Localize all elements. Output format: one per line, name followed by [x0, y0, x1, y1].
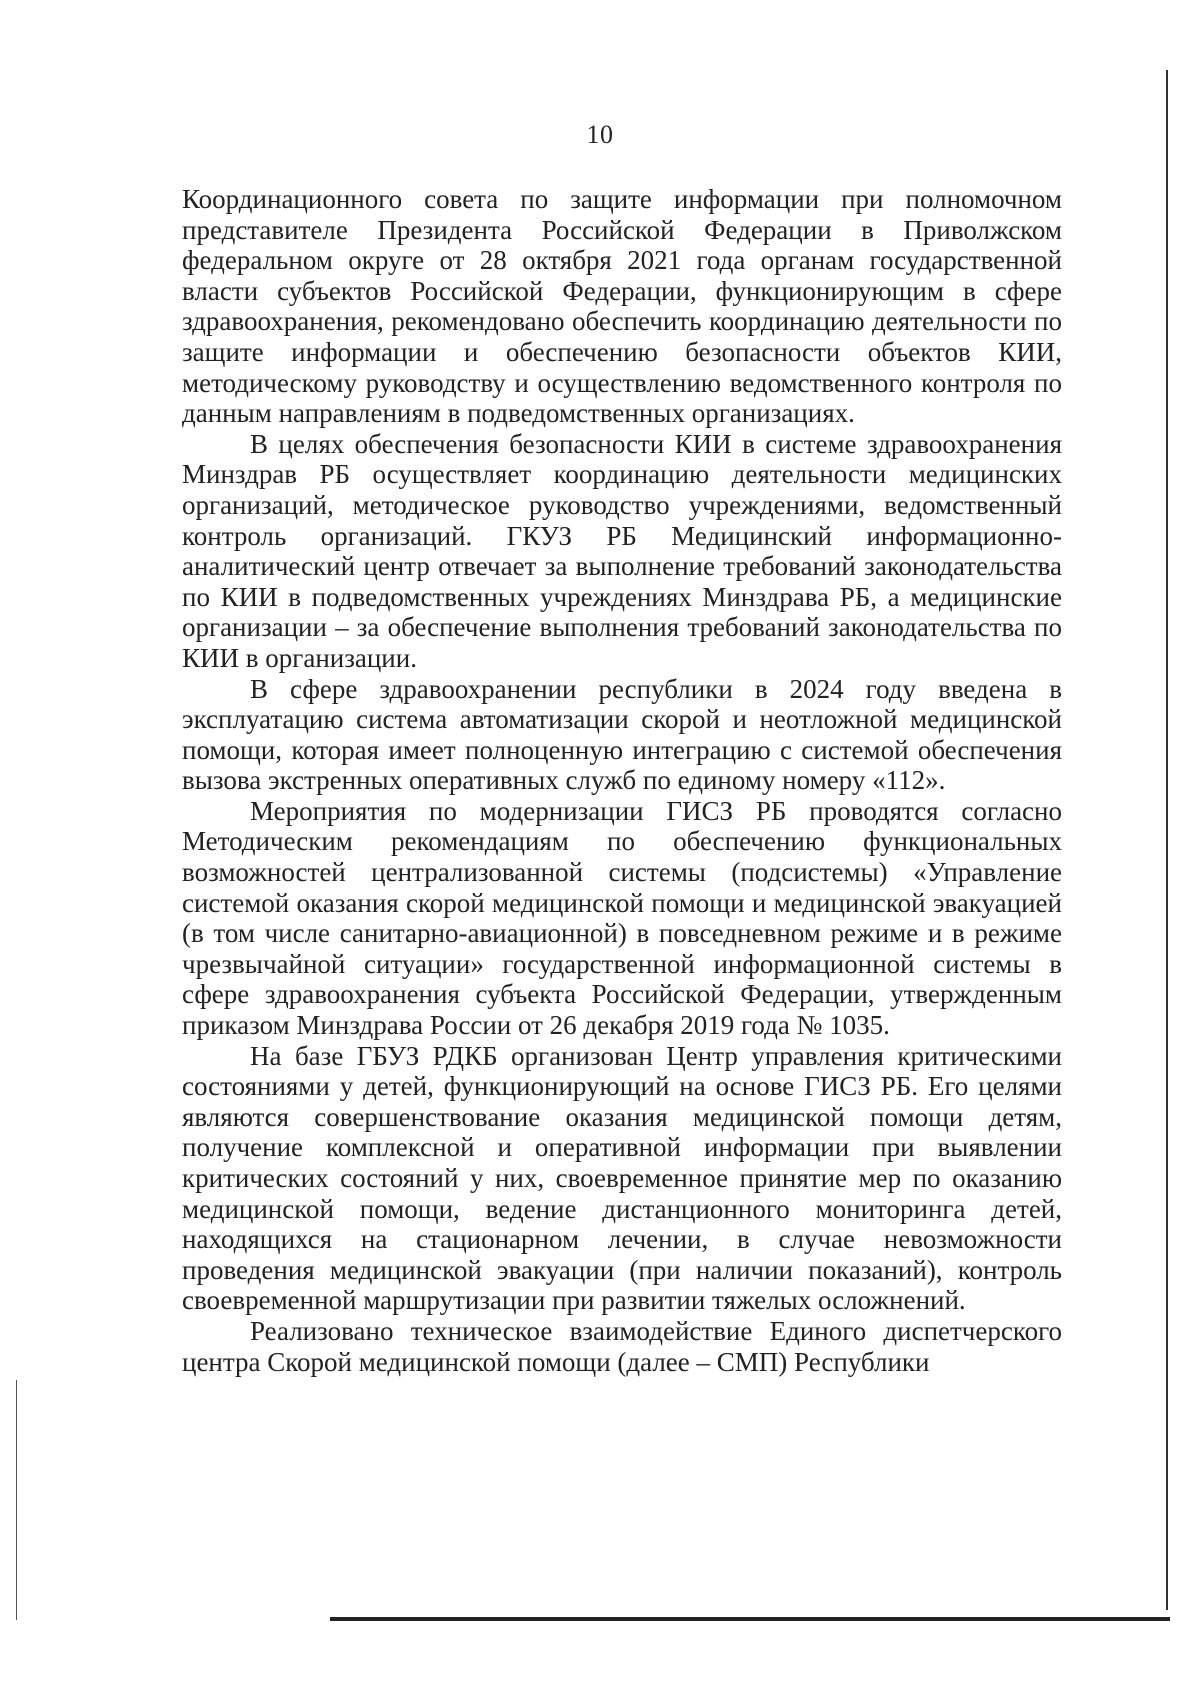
paragraph: В целях обеспечения безопасности КИИ в системе здравоохранения Минздрав РБ осуществляет координацию деятельности медицинских организаций, методическое руководство учреждениями, ведомственный контроль организаций. ГКУЗ РБ Медицинский информационно-аналитический центр отвечает за выполнение требований законодательства по КИИ в подведомственных учреждениях Минздрава РБ, а медицинские организации – за обеспечение выполнения требований законодательства по КИИ в организации.: [182, 428, 1062, 673]
scan-edge-line: [16, 1380, 17, 1620]
paragraph: Мероприятия по модернизации ГИСЗ РБ проводятся согласно Методическим рекомендациям по обеспечению функциональных возможностей централизованной системы (подсистемы) «Управление системой оказания скорой медицинской помощи и медицинской эвакуацией (в том числе санитарно-авиационной) в повседневном режиме и в режиме чрезвычайной ситуации» государственной информационной системы в сфере здравоохранения субъекта Российской Федерации, утвержденным приказом Минздрава России от 26 декабря 2019 года № 1035.: [182, 795, 1062, 1041]
scan-bottom-border: [330, 1617, 1170, 1621]
paragraph: На базе ГБУЗ РДКБ организован Центр управления критическими состояниями у детей, функционирующий на основе ГИСЗ РБ. Его целями являются совершенствование оказания медицинской помощи детям, получение комплексной и оперативной информации при выявлении критических состояний у них, своевременное принятие мер по оказанию медицинской помощи, ведение дистанционного мониторинга детей, находящихся на стационарном лечении, в случае невозможности проведения медицинской эвакуации (при наличии показаний), контроль своевременной маршрутизации при развитии тяжелых осложнений.: [182, 1040, 1062, 1316]
paragraph: Координационного совета по защите информации при полномочном представителе Президента Российской Федерации в Приволжском федеральном округе от 28 октября 2021 года органам государственной власти субъектов Российской Федерации, функционирующим в сфере здравоохранения, рекомендовано обеспечить координацию деятельности по защите информации и обеспечению безопасности объектов КИИ, методическому руководству и осуществлению ведомственного контроля по данным направлениям в подведомственных организациях.: [182, 184, 1062, 429]
paragraph: Реализовано техническое взаимодействие Единого диспетчерского центра Скорой медицинской помощи (далее – СМП) Республики: [182, 1315, 1062, 1377]
document-body: [182, 184, 1062, 1377]
page-number: 10: [586, 120, 614, 149]
scan-edge-line: [1166, 70, 1168, 1610]
paragraph: В сфере здравоохранении республики в 2024 году введена в эксплуатацию система автоматизации скорой и неотложной медицинской помощи, которая имеет полноценную интеграцию с системой обеспечения вызова экстренных оперативных служб по единому номеру «112».: [182, 673, 1062, 796]
